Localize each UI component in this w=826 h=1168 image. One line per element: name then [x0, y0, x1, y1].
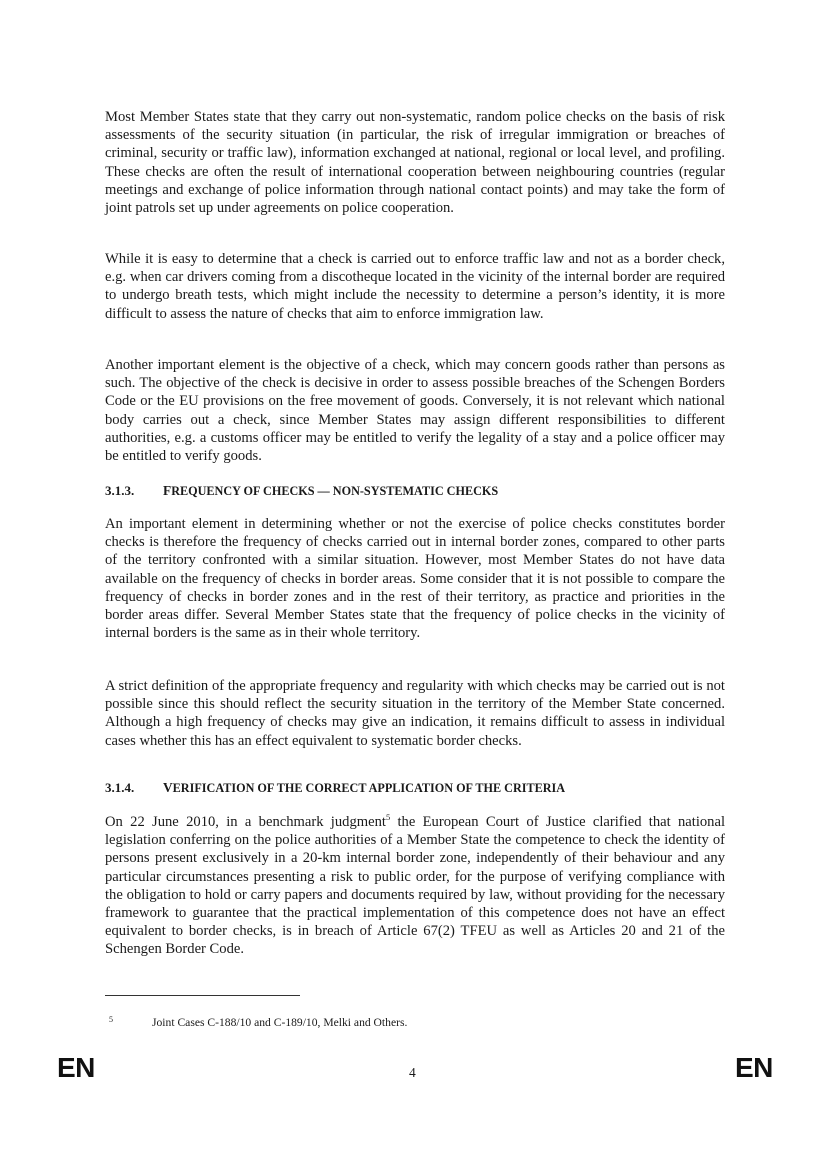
paragraph-court-judgment — [105, 813, 725, 959]
footnote-reference[interactable]: 5 — [385, 812, 391, 823]
section-number: 3.1.3. — [105, 483, 135, 498]
paragraph-strict-definition: A strict definition of the appropriate frequency and regularity with which checks may be carried out is not possible since this should reflect the security situation in the territory of the Member State concerned. Although a high frequency of checks may give an indication, it remains difficult to assess in individual cases whether this has an effect equivalent to systematic border checks. — [105, 678, 725, 749]
language-code-right: EN — [735, 1052, 773, 1083]
paragraph-traffic-law: While it is easy to determine that a check is carried out to enforce traffic law and not as a border check, e.g. when car drivers coming from a discotheque located in the vicinity of the internal border are required to undergo breath tests, which might include the necessity to determine a person’s identity, it is more difficult to assess the nature of checks that aim to enforce immigration law. — [105, 251, 725, 322]
section-heading-3-1-3 — [105, 483, 725, 499]
paragraph-check-objective: Another important element is the objective of a check, which may concern goods rather than persons as such. The objective of the check is decisive in order to assess possible breaches of the Schengen Borders Code or the EU provisions on the free movement of goods. Conversely, it is not relevant which national body carries out a check, since Member States may assign different responsibilities to different authorities, e.g. a customs officer may be entitled to verify the legality of a stay and a police officer may be entitled to verify goods. — [105, 357, 725, 465]
section-title: REQUENCY OF CHECKS — NON-SYSTEMATIC CHECKS — [171, 484, 499, 498]
judgment-text-start: On 22 June 2010, in a benchmark judgment — [105, 814, 386, 830]
section-number: 3.1.4. — [105, 780, 135, 795]
section-title-initial: V — [163, 780, 173, 795]
section-title-initial: F — [163, 483, 172, 498]
section-heading-3-1-4 — [105, 780, 725, 796]
section-title: ERIFICATION OF THE CORRECT APPLICATION OF THE CRITERIA — [172, 781, 566, 795]
footnote-mark: 5 — [109, 1015, 113, 1024]
footnote-separator — [105, 995, 300, 996]
paragraph-frequency: An important element in determining whether or not the exercise of police checks constitutes border checks is therefore the frequency of checks carried out in internal border zones, compared to other parts of the territory confronted with a similar situation. However, most Member States do not have data available on the frequency of checks in border areas. Some consider that it is not possible to compare the frequency of checks in border zones and in the rest of their territory, as practice and priorities in the border areas differ. Several Member States state that the frequency of police checks in the vicinity of internal borders is the same as in their whole territory. — [105, 516, 725, 642]
paragraph-police-checks: Most Member States state that they carry out non-systematic, random police checks on the basis of risk assessments of the security situation (in particular, the risk of irregular immigration or breaches of criminal, security or traffic law), information exchanged at national, regional or local level, and profiling. These checks are often the result of international cooperation between neighbouring countries (regular meetings and exchange of police information through national contact points) and may take the form of joint patrols set up under agreements on police cooperation. — [105, 109, 725, 217]
page-number: 4 — [409, 1065, 416, 1080]
footnote-text: Joint Cases C-188/10 and C-189/10, Melki and Others. — [152, 1016, 408, 1029]
judgment-text-end: the European Court of Justice clarified that national legislation conferring on the police authorities of a Member State the competence to check the identity of persons present exclusively in a 20-km internal border zone, independently of their behaviour and any particular circumstances presenting a risk to public order, for the purpose of verifying compliance with the obligation to hold or carry papers and documents required by law, without providing for the necessary framework to guarantee that the practical implementation of this competence does not have an effect equivalent to border checks, is in breach of Article 67(2) TFEU as well as Articles 20 and 21 of the Schengen Border Code. — [105, 814, 725, 958]
language-code-left: EN — [57, 1052, 95, 1083]
